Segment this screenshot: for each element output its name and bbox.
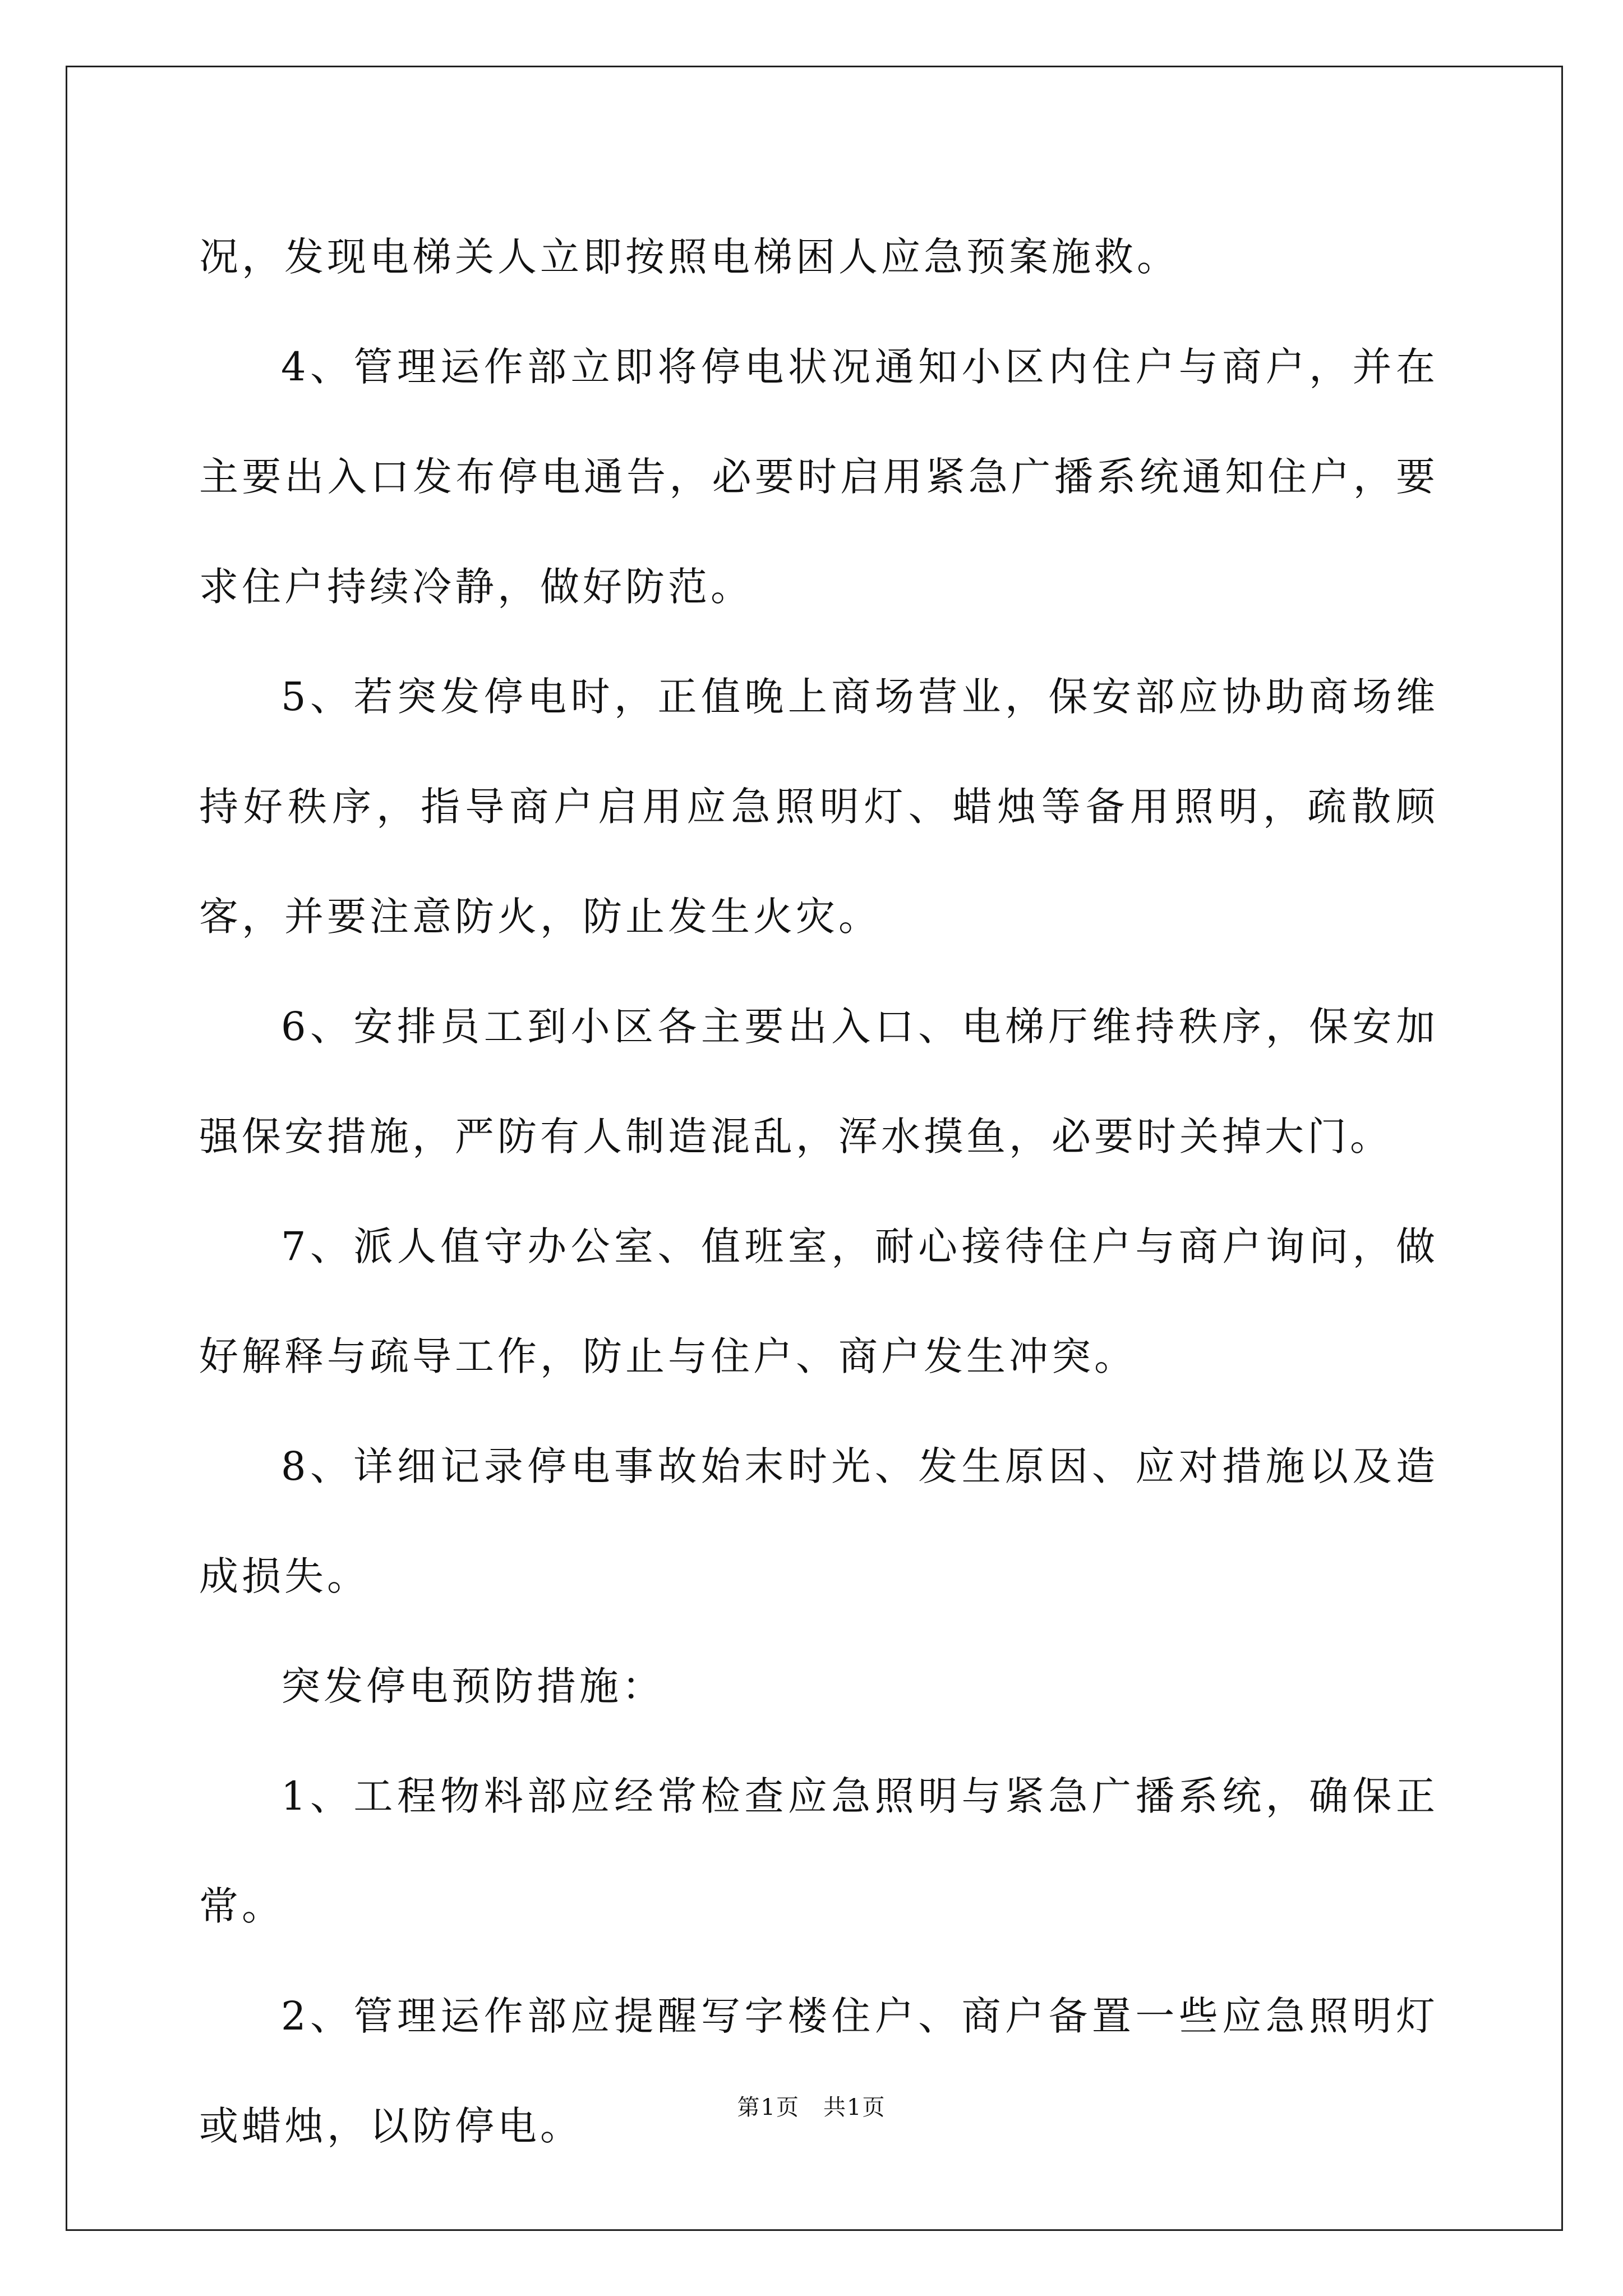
page-number: 第1页 共1页 (737, 2095, 886, 2120)
paragraph-item-7: 7、派人值守办公室、值班室，耐心接待住户与商户询问，做好解释与疏导工作，防止与住户、商户发生冲突。 (199, 1223, 1438, 1379)
paragraph-item-8: 8、详细记录停电事故始末时光、发生原因、应对措施以及造成损失。 (199, 1443, 1438, 1599)
document-body (199, 202, 1438, 2181)
prevention-item-2: 2、管理运作部应提醒写字楼住户、商户备置一些应急照明灯或蜡烛，以防停电。 (199, 1993, 1438, 2149)
paragraph-continuation: 况，发现电梯关人立即按照电梯困人应急预案施救。 (199, 234, 1179, 280)
prevention-item-1: 1、工程物料部应经常检查应急照明与紧急广播系统，确保正常。 (199, 1773, 1438, 1929)
paragraph-item-5: 5、若突发停电时，正值晚上商场营业，保安部应协助商场维持好秩序，指导商户启用应急照明灯、蜡烛等备用照明，疏散顾客，并要注意防火，防止发生火灾。 (199, 674, 1438, 940)
paragraph-item-6: 6、安排员工到小区各主要出入口、电梯厅维持秩序，保安加强保安措施，严防有人制造混乱，浑水摸鱼，必要时关掉大门。 (199, 1004, 1438, 1159)
section-heading-prevention: 突发停电预防措施： (281, 1663, 665, 1709)
paragraph-item-4: 4、管理运作部立即将停电状况通知小区内住户与商户，并在主要出入口发布停电通告，必要时启用紧急广播系统通知住户，要求住户持续冷静，做好防范。 (199, 344, 1438, 610)
